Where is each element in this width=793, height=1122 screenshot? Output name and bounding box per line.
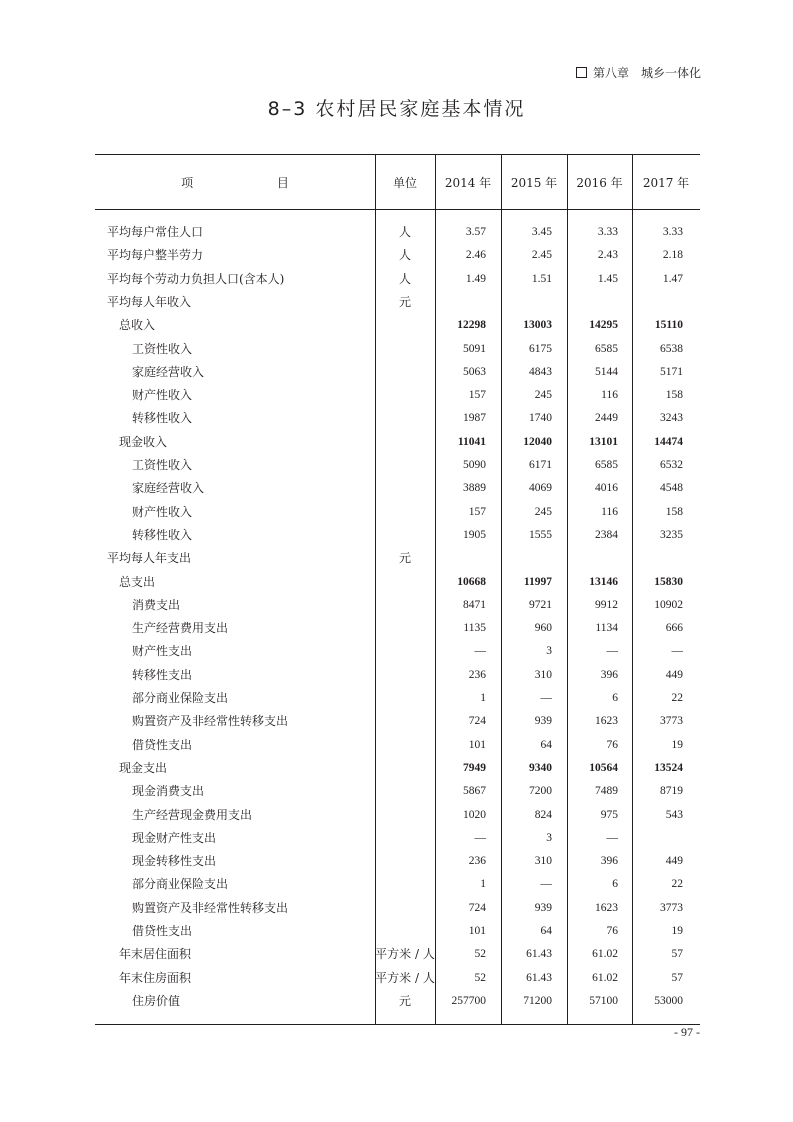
row-value: 1.45 bbox=[597, 272, 618, 285]
table-row bbox=[95, 734, 700, 757]
row-unit: 元 bbox=[398, 294, 411, 309]
row-value: 9340 bbox=[529, 761, 552, 774]
row-value: 158 bbox=[665, 389, 683, 402]
row-label: 转移性支出 bbox=[132, 667, 193, 682]
row-value: 2.46 bbox=[465, 249, 486, 262]
row-value: 14295 bbox=[589, 319, 618, 332]
row-value: 666 bbox=[665, 622, 683, 635]
table-row bbox=[95, 268, 700, 291]
row-value: 12298 bbox=[457, 319, 486, 332]
row-value: 13524 bbox=[654, 761, 683, 774]
row-label: 平均每个劳动力负担人口(含本人) bbox=[107, 271, 285, 286]
row-value: 449 bbox=[665, 855, 683, 868]
row-value: 7949 bbox=[463, 761, 486, 774]
row-label: 总收入 bbox=[119, 318, 156, 333]
row-label: 现金支出 bbox=[119, 760, 168, 775]
row-value: 245 bbox=[534, 389, 552, 402]
row-value: 10564 bbox=[589, 761, 618, 774]
row-value: 3 bbox=[546, 831, 552, 844]
table-row bbox=[95, 338, 700, 361]
row-value: 3243 bbox=[660, 412, 683, 425]
row-label: 生产经营现金费用支出 bbox=[132, 807, 253, 822]
row-value: 11041 bbox=[457, 435, 486, 448]
row-value: 13101 bbox=[589, 435, 618, 448]
row-value: 1 bbox=[480, 878, 486, 891]
row-label: 总支出 bbox=[119, 574, 156, 589]
table-row bbox=[95, 873, 700, 896]
table-row bbox=[95, 244, 700, 267]
data-table bbox=[95, 154, 700, 1025]
row-value: 5091 bbox=[463, 342, 486, 355]
row-value: 1.47 bbox=[662, 272, 683, 285]
row-value: 6585 bbox=[595, 342, 618, 355]
row-value: 2449 bbox=[595, 412, 618, 425]
row-value: 3.33 bbox=[662, 226, 683, 238]
row-value: 57 bbox=[671, 948, 683, 961]
row-value: 2.45 bbox=[531, 249, 552, 262]
row-label: 购置资产及非经常性转移支出 bbox=[132, 900, 289, 915]
row-value: 2384 bbox=[595, 528, 618, 541]
row-value: 2.43 bbox=[597, 249, 618, 262]
row-label: 家庭经营收入 bbox=[132, 481, 205, 496]
row-value: — bbox=[606, 831, 618, 844]
row-value: 15830 bbox=[654, 575, 683, 588]
row-value: 5063 bbox=[463, 365, 486, 378]
row-value: 157 bbox=[468, 505, 486, 518]
row-value: 5867 bbox=[463, 785, 486, 798]
table-row bbox=[95, 594, 700, 617]
row-value: 52 bbox=[474, 948, 486, 961]
row-label: 工资性收入 bbox=[132, 341, 193, 356]
row-unit: 平方米 / 人 bbox=[375, 970, 435, 985]
row-value: 6 bbox=[612, 692, 618, 704]
row-value: 396 bbox=[600, 668, 618, 681]
table-row bbox=[95, 407, 700, 430]
row-value: 13146 bbox=[589, 575, 618, 588]
row-value: 5144 bbox=[595, 365, 618, 378]
row-value: 61.43 bbox=[526, 948, 552, 961]
row-value: — bbox=[540, 692, 552, 704]
row-value: 310 bbox=[534, 855, 552, 868]
table-row bbox=[95, 990, 700, 1013]
table-row bbox=[95, 920, 700, 943]
row-value: 1555 bbox=[529, 528, 552, 541]
chapter-label: 第八章 bbox=[592, 66, 629, 80]
row-value: 158 bbox=[665, 505, 683, 518]
row-value: 724 bbox=[468, 715, 486, 728]
row-value: 11997 bbox=[523, 575, 552, 588]
row-value: 3773 bbox=[660, 715, 683, 728]
row-label: 部分商业保险支出 bbox=[132, 877, 229, 892]
row-value: 9912 bbox=[595, 598, 618, 611]
column-header-2015: 2015 年 bbox=[510, 175, 558, 190]
table-row bbox=[95, 757, 700, 780]
row-unit: 人 bbox=[398, 248, 411, 263]
row-value: 1 bbox=[480, 692, 486, 704]
row-label: 住房价值 bbox=[132, 993, 181, 1008]
row-label: 平均每户整半劳力 bbox=[107, 248, 204, 263]
row-label: 工资性收入 bbox=[132, 458, 193, 472]
row-label: 借贷性支出 bbox=[132, 924, 193, 938]
table-row bbox=[95, 314, 700, 337]
table-row bbox=[95, 664, 700, 687]
row-value: 939 bbox=[534, 901, 552, 914]
row-value: 3.45 bbox=[531, 226, 552, 238]
row-value: 6538 bbox=[660, 342, 683, 355]
row-unit: 元 bbox=[398, 993, 411, 1008]
page-number: - 97 - bbox=[674, 1025, 700, 1039]
row-value: 19 bbox=[671, 925, 683, 937]
column-header-2016: 2016 年 bbox=[576, 175, 623, 190]
row-unit: 平方米 / 人 bbox=[375, 947, 435, 962]
table-row bbox=[95, 291, 700, 314]
row-label: 借贷性支出 bbox=[132, 737, 193, 752]
row-value: 1.49 bbox=[465, 272, 486, 285]
row-label: 现金财产性支出 bbox=[132, 830, 217, 845]
row-label: 家庭经营收入 bbox=[132, 364, 205, 379]
row-value: 71200 bbox=[523, 994, 552, 1007]
row-value: 4016 bbox=[595, 482, 618, 495]
row-value: 10902 bbox=[654, 598, 683, 611]
row-value: 1987 bbox=[463, 412, 486, 425]
table-row bbox=[95, 361, 700, 384]
row-value: 64 bbox=[540, 925, 552, 937]
table-row bbox=[95, 897, 700, 920]
row-value: 449 bbox=[665, 668, 683, 681]
row-value: 61.02 bbox=[592, 948, 618, 961]
square-icon bbox=[576, 67, 587, 78]
table-row bbox=[95, 501, 700, 524]
section-label: 城乡一体化 bbox=[640, 66, 701, 80]
row-value: 396 bbox=[600, 855, 618, 868]
row-unit: 人 bbox=[398, 271, 411, 286]
row-value: 15110 bbox=[654, 319, 683, 332]
row-value: 1134 bbox=[595, 622, 618, 635]
row-value: 1020 bbox=[463, 808, 486, 821]
row-value: 13003 bbox=[523, 319, 552, 332]
table-row bbox=[95, 967, 700, 990]
row-label: 现金收入 bbox=[119, 434, 168, 449]
row-value: 1905 bbox=[463, 528, 486, 541]
table-row bbox=[95, 617, 700, 640]
row-value: 101 bbox=[468, 738, 486, 751]
row-value: 5171 bbox=[660, 365, 683, 378]
row-value: 116 bbox=[601, 389, 618, 402]
row-value: 22 bbox=[671, 878, 683, 891]
table-row bbox=[95, 804, 700, 827]
row-value: 960 bbox=[534, 622, 552, 635]
column-header-2014: 2014 年 bbox=[444, 175, 492, 190]
row-value: 7489 bbox=[595, 785, 618, 798]
table-row bbox=[95, 710, 700, 733]
row-value: — bbox=[474, 831, 486, 844]
row-label: 平均每户常住人口 bbox=[107, 225, 204, 239]
row-value: 4548 bbox=[660, 482, 683, 495]
row-value: 61.02 bbox=[592, 971, 618, 984]
header-divider bbox=[95, 209, 700, 210]
table-row bbox=[95, 221, 700, 244]
row-label: 财产性收入 bbox=[132, 504, 193, 519]
row-value: 4069 bbox=[529, 482, 552, 495]
row-value: 824 bbox=[534, 808, 552, 821]
row-value: 12040 bbox=[523, 435, 552, 448]
row-value: 6171 bbox=[529, 459, 552, 471]
row-value: 6532 bbox=[660, 459, 683, 471]
row-value: 101 bbox=[468, 925, 486, 937]
row-value: 724 bbox=[468, 901, 486, 914]
row-value: 64 bbox=[540, 738, 552, 751]
row-value: 14474 bbox=[654, 435, 683, 448]
row-value: 7200 bbox=[529, 785, 552, 798]
row-value: 245 bbox=[534, 505, 552, 518]
row-value: 8471 bbox=[463, 598, 486, 611]
column-header-2017: 2017 年 bbox=[642, 175, 690, 190]
row-value: 3773 bbox=[660, 901, 683, 914]
row-value: 3889 bbox=[463, 482, 486, 495]
row-value: 9721 bbox=[529, 598, 552, 611]
row-value: 1740 bbox=[529, 412, 552, 425]
row-label: 消费支出 bbox=[132, 597, 181, 612]
row-value: 1135 bbox=[463, 622, 486, 635]
row-value: 116 bbox=[601, 505, 618, 518]
row-label: 平均每人年支出 bbox=[107, 551, 192, 566]
column-header-unit: 单位 bbox=[392, 175, 417, 190]
row-label: 部分商业保险支出 bbox=[132, 691, 229, 705]
row-value: 10668 bbox=[457, 575, 486, 588]
row-value: 4843 bbox=[529, 365, 552, 378]
row-value: 310 bbox=[534, 668, 552, 681]
table-row bbox=[95, 943, 700, 966]
row-value: 8719 bbox=[660, 785, 683, 798]
row-value: 3.33 bbox=[597, 226, 618, 238]
row-label: 购置资产及非经常性转移支出 bbox=[132, 714, 289, 729]
row-unit: 元 bbox=[398, 551, 411, 566]
row-value: 6 bbox=[612, 878, 618, 891]
row-value: 3 bbox=[546, 645, 552, 658]
row-value: 975 bbox=[600, 808, 618, 821]
table-row bbox=[95, 780, 700, 803]
row-value: 76 bbox=[606, 738, 618, 751]
table-row bbox=[95, 431, 700, 454]
table-row bbox=[95, 850, 700, 873]
row-value: 22 bbox=[671, 692, 683, 704]
row-value: 6585 bbox=[595, 459, 618, 471]
row-value: 236 bbox=[468, 668, 486, 681]
row-value: 236 bbox=[468, 855, 486, 868]
row-value: — bbox=[606, 645, 618, 658]
row-label: 平均每人年收入 bbox=[107, 294, 192, 309]
row-value: 19 bbox=[671, 738, 683, 751]
table-row bbox=[95, 547, 700, 570]
row-label: 年末居住面积 bbox=[119, 947, 192, 962]
row-value: 257700 bbox=[451, 994, 486, 1007]
row-value: 76 bbox=[606, 925, 618, 937]
row-value: — bbox=[474, 645, 486, 658]
table-row bbox=[95, 687, 700, 710]
row-value: 2.18 bbox=[662, 249, 683, 262]
column-header-item: 项 目 bbox=[181, 175, 329, 190]
row-label: 现金转移性支出 bbox=[132, 854, 217, 869]
row-value: 1.51 bbox=[531, 272, 552, 285]
table-row bbox=[95, 477, 700, 500]
row-value: 939 bbox=[534, 715, 552, 728]
row-value: 53000 bbox=[654, 994, 683, 1007]
row-value: 6175 bbox=[529, 342, 552, 355]
row-value: 157 bbox=[468, 389, 486, 402]
row-value: 3.57 bbox=[465, 226, 486, 238]
row-value: — bbox=[540, 878, 552, 891]
table-row bbox=[95, 524, 700, 547]
chapter-header bbox=[576, 64, 701, 81]
row-value: 52 bbox=[474, 971, 486, 984]
page-title: 8–3 农村居民家庭基本情况 bbox=[267, 98, 526, 120]
table-row bbox=[95, 571, 700, 594]
row-value: 57100 bbox=[589, 994, 618, 1007]
table-row bbox=[95, 454, 700, 477]
row-unit: 人 bbox=[398, 225, 411, 239]
row-label: 转移性收入 bbox=[132, 527, 193, 542]
row-value: 1623 bbox=[595, 715, 618, 728]
row-value: 57 bbox=[671, 971, 683, 984]
table-row bbox=[95, 827, 700, 850]
row-value: 543 bbox=[665, 808, 683, 821]
row-label: 财产性支出 bbox=[132, 644, 193, 659]
table-row bbox=[95, 384, 700, 407]
row-label: 年末住房面积 bbox=[119, 970, 192, 985]
row-value: 5090 bbox=[463, 459, 486, 471]
row-value: 1623 bbox=[595, 901, 618, 914]
row-value: 3235 bbox=[660, 528, 683, 541]
table-row bbox=[95, 640, 700, 663]
row-value: 61.43 bbox=[526, 971, 552, 984]
row-label: 转移性收入 bbox=[132, 411, 193, 426]
row-value: — bbox=[671, 645, 683, 658]
row-label: 财产性收入 bbox=[132, 388, 193, 403]
row-label: 现金消费支出 bbox=[132, 784, 205, 799]
row-label: 生产经营费用支出 bbox=[132, 621, 229, 636]
